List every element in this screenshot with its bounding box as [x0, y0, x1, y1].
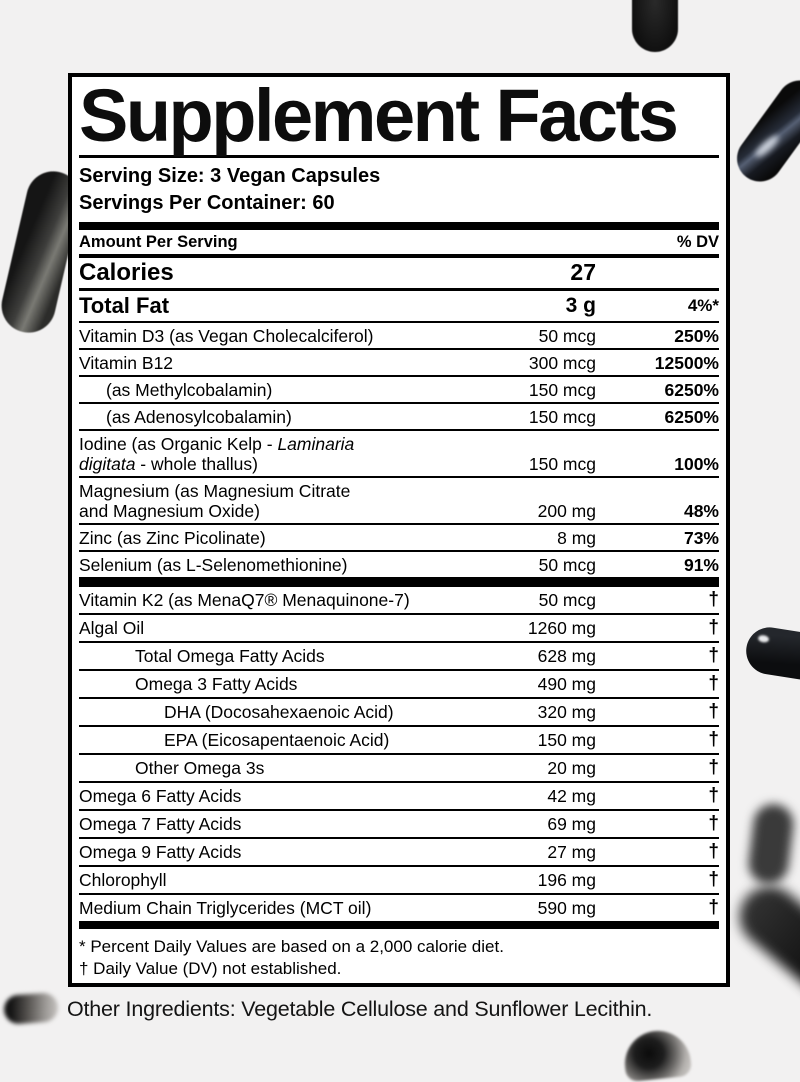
column-header-row: [79, 230, 719, 258]
nutrient-name: Vitamin D3 (as Vegan Cholecalciferol): [79, 325, 374, 346]
nutrient-amount: 320 mg: [537, 702, 596, 722]
nutrient-row: [79, 525, 719, 552]
nutrient-name: Chlorophyll: [79, 870, 167, 890]
nutrient-row: [79, 783, 719, 811]
nutrient-amount: 150 mcg: [528, 406, 596, 427]
thick-divider-bar: [79, 222, 719, 230]
nutrient-dv: †: [708, 813, 719, 834]
nutrient-amount: 300 mcg: [528, 352, 596, 373]
nutrient-row: [79, 839, 719, 867]
nutrient-name: Omega 7 Fatty Acids: [79, 814, 242, 834]
nutrient-amount: 50 mcg: [538, 325, 596, 346]
capsule-photo-bottom-left-blurred: [3, 992, 59, 1025]
calories-row: [79, 258, 719, 291]
nutrient-row: [79, 615, 719, 643]
label-title: Supplement Facts: [79, 74, 677, 157]
nutrient-amount: 50 mcg: [538, 590, 596, 610]
nutrient-dv: 250%: [674, 325, 719, 346]
nutrient-name: Iodine (as Organic Kelp - Laminaria digitata - whole thallus): [79, 433, 355, 474]
nutrient-amount: 42 mg: [547, 786, 596, 806]
nutrient-amount: 590 mg: [537, 898, 596, 918]
nutrient-row: [79, 478, 719, 525]
nutrient-name: Other Omega 3s: [135, 758, 265, 778]
nutrient-row: [79, 727, 719, 755]
nutrient-amount: 150 mcg: [528, 379, 596, 400]
capsule-photo-right-lower-blurred: [746, 802, 795, 886]
nutrient-row: [79, 867, 719, 895]
nutrient-row: [79, 671, 719, 699]
nutrient-row: [79, 643, 719, 671]
nutrient-rows-secondary: [79, 587, 719, 921]
nutrient-dv: †: [708, 617, 719, 638]
nutrient-amount: 628 mg: [537, 646, 596, 666]
servings-per-container-text: Servings Per Container: 60: [79, 192, 335, 214]
total-fat-row: [79, 291, 719, 323]
nutrient-name: Omega 9 Fatty Acids: [79, 842, 242, 862]
nutrient-amount: 50 mcg: [538, 554, 596, 575]
footnote-dv-not-established: † Daily Value (DV) not established.: [79, 959, 342, 978]
nutrient-name: Calories: [79, 259, 174, 286]
nutrient-name: Algal Oil: [79, 618, 145, 638]
nutrient-name: Selenium (as L-Selenomethionine): [79, 554, 348, 575]
nutrient-rows-main: [79, 323, 719, 577]
nutrient-name: Total Fat: [79, 293, 170, 318]
nutrient-dv: 6250%: [664, 406, 719, 427]
nutrient-dv: 12500%: [654, 352, 719, 373]
serving-info: [79, 158, 719, 222]
nutrient-amount: 200 mg: [537, 500, 596, 521]
nutrient-dv: †: [708, 869, 719, 890]
nutrient-dv: 48%: [683, 500, 719, 521]
nutrient-row: [79, 811, 719, 839]
nutrient-amount: 27: [570, 259, 596, 285]
nutrient-dv: 91%: [683, 554, 719, 575]
nutrient-row: [79, 404, 719, 431]
nutrient-name: Medium Chain Triglycerides (MCT oil): [79, 898, 372, 918]
nutrient-dv: †: [708, 645, 719, 666]
footnote-dv-basis: * Percent Daily Values are based on a 2,000 calorie diet.: [79, 937, 504, 956]
nutrient-dv: †: [708, 673, 719, 694]
nutrient-dv: 4%*: [687, 296, 719, 315]
nutrient-amount: 69 mg: [547, 814, 596, 834]
nutrient-dv: †: [708, 841, 719, 862]
nutrient-dv: †: [708, 729, 719, 750]
nutrient-amount: 1260 mg: [527, 618, 596, 638]
nutrient-row: [79, 323, 719, 350]
nutrient-row: [79, 755, 719, 783]
nutrient-name: Zinc (as Zinc Picolinate): [79, 527, 266, 548]
nutrient-name: Omega 6 Fatty Acids: [79, 786, 242, 806]
nutrient-row: [79, 699, 719, 727]
capsule-photo-top: [632, 0, 678, 52]
nutrient-name: Omega 3 Fatty Acids: [135, 674, 298, 694]
nutrient-amount: 490 mg: [537, 674, 596, 694]
capsule-photo-top-right: [728, 71, 800, 190]
nutrient-dv: †: [708, 757, 719, 778]
nutrient-row: [79, 350, 719, 377]
nutrient-dv: †: [708, 701, 719, 722]
nutrient-dv: †: [708, 785, 719, 806]
nutrient-name: Vitamin K2 (as MenaQ7® Menaquinone-7): [79, 590, 410, 610]
nutrient-row: [79, 587, 719, 615]
nutrient-dv: 100%: [674, 453, 719, 474]
nutrient-amount: 8 mg: [557, 527, 596, 548]
nutrient-row: [79, 431, 719, 478]
thick-divider-bar: [79, 577, 719, 587]
supplement-facts-label: [68, 73, 730, 987]
nutrient-amount: 196 mg: [537, 870, 596, 890]
nutrient-name: DHA (Docosahexaenoic Acid): [164, 702, 394, 722]
capsule-photo-right-middle: [743, 624, 800, 683]
nutrient-amount: 3 g: [565, 294, 596, 317]
nutrient-amount: 20 mg: [547, 758, 596, 778]
nutrient-dv: 6250%: [664, 379, 719, 400]
nutrient-row: [79, 552, 719, 577]
nutrient-name: Magnesium (as Magnesium Citrate and Magnesium Oxide): [79, 480, 351, 521]
nutrient-amount: 27 mg: [547, 842, 596, 862]
footnotes: [79, 929, 719, 980]
nutrient-name: (as Methylcobalamin): [106, 379, 273, 400]
nutrient-amount: 150 mg: [537, 730, 596, 750]
nutrient-name: EPA (Eicosapentaenoic Acid): [164, 730, 390, 750]
nutrient-name: Vitamin B12: [79, 352, 174, 373]
nutrient-row: [79, 377, 719, 404]
nutrient-amount: 150 mcg: [528, 453, 596, 474]
nutrient-dv: †: [708, 897, 719, 918]
capsule-photo-bottom-center-blurred: [622, 1028, 693, 1082]
nutrient-row: [79, 895, 719, 921]
nutrient-name: Total Omega Fatty Acids: [135, 646, 325, 666]
other-ingredients-text: Other Ingredients: Vegetable Cellulose and Sunflower Lecithin.: [67, 997, 653, 1021]
nutrient-dv: †: [708, 589, 719, 610]
thick-divider-bar: [79, 921, 719, 929]
serving-size-text: Serving Size: 3 Vegan Capsules: [79, 165, 381, 187]
nutrient-name: (as Adenosylcobalamin): [106, 406, 292, 427]
nutrient-dv: 73%: [683, 527, 719, 548]
amount-per-serving-header: Amount Per Serving: [79, 233, 238, 251]
dv-header: % DV: [676, 233, 719, 251]
